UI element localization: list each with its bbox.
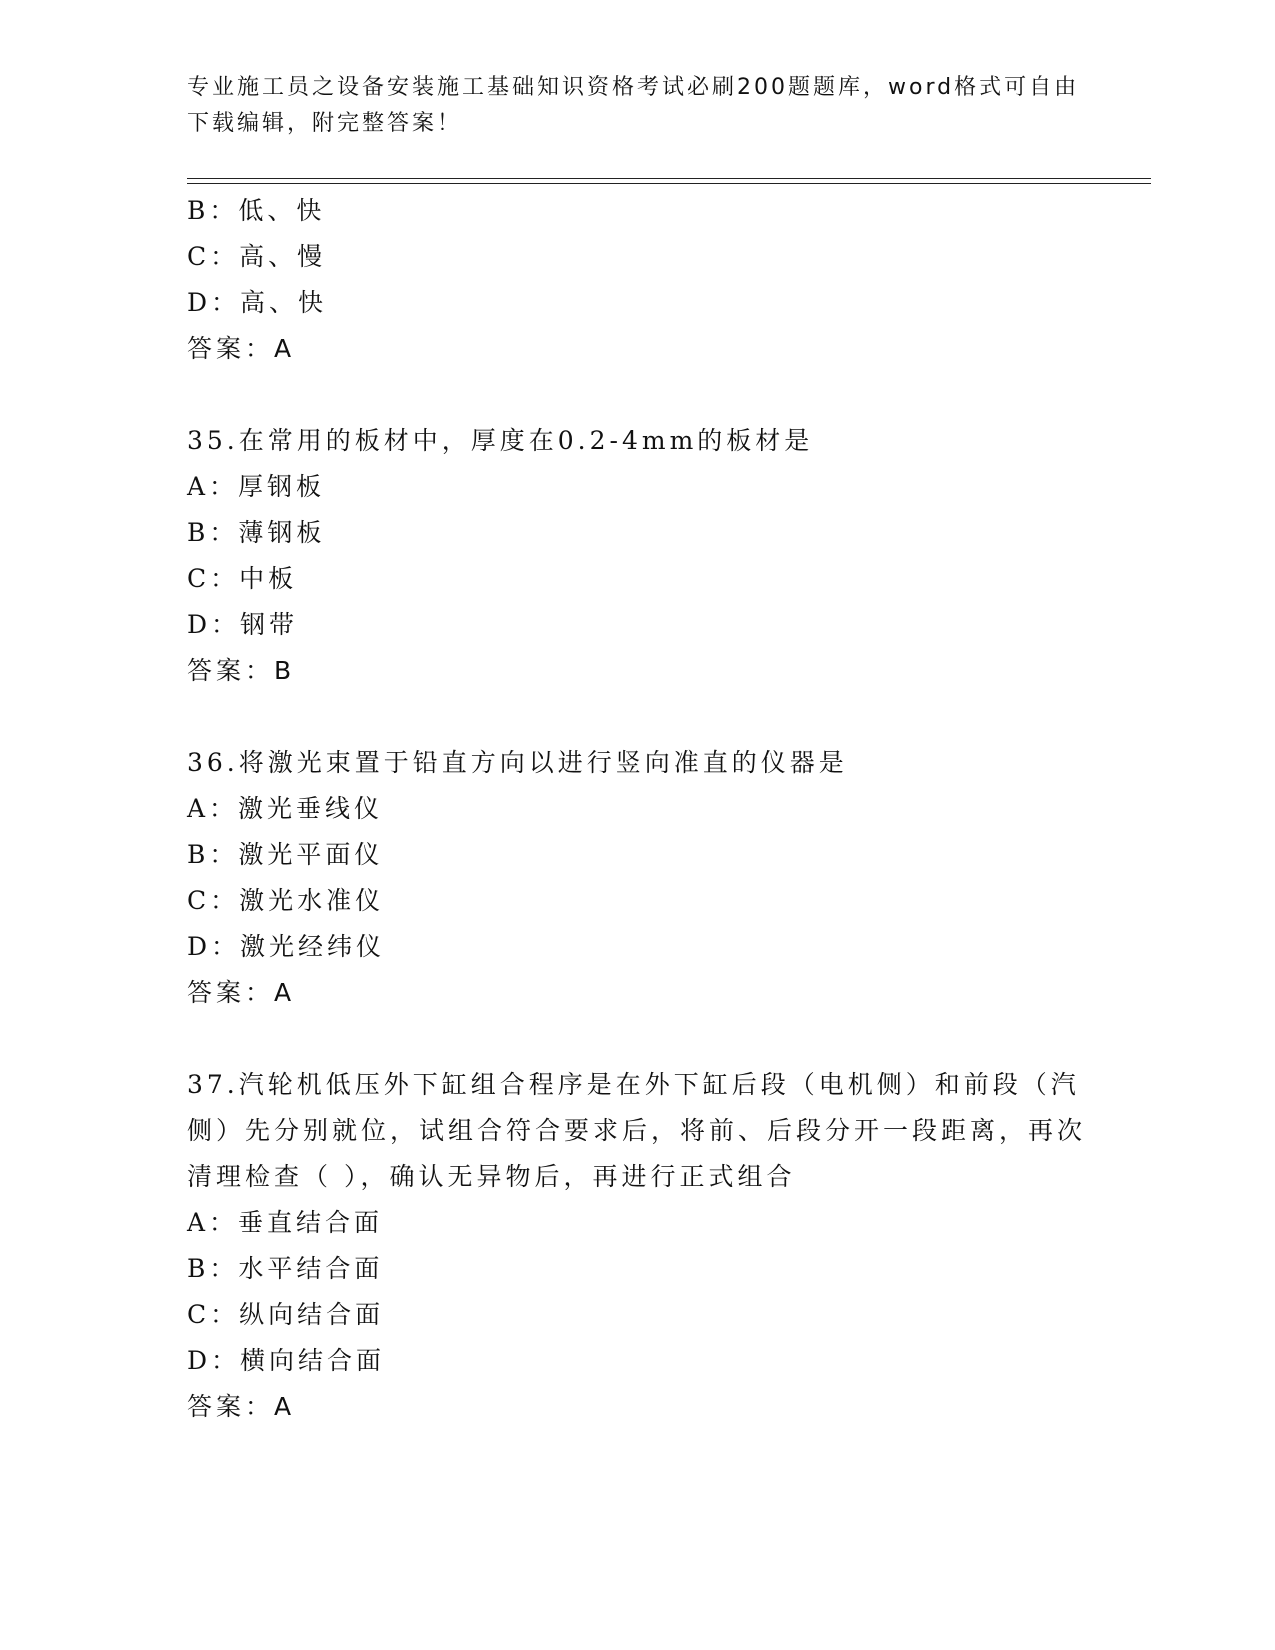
answer-line: 答案：A <box>187 334 296 363</box>
header-divider-bottom <box>187 183 1151 184</box>
option-b: B：水平结合面 <box>187 1254 384 1283</box>
option-c: C：纵向结合面 <box>187 1300 385 1329</box>
option-c: C：中板 <box>187 564 298 593</box>
question-text: 36.将激光束置于铅直方向以进行竖向准直的仪器是 <box>187 748 848 777</box>
option-c: C：高、慢 <box>187 242 327 271</box>
previous-question-tail <box>187 188 1087 372</box>
document-header: 专业施工员之设备安装施工基础知识资格考试必刷200题题库，word格式可自由下载编辑，附完整答案！ <box>187 75 1080 136</box>
question-text: 35.在常用的板材中，厚度在0.2-4mm的板材是 <box>187 426 814 455</box>
option-b: B：低、快 <box>187 196 326 225</box>
answer-line: 答案：B <box>187 656 296 685</box>
option-b: B：激光平面仪 <box>187 840 384 869</box>
answer-line: 答案：A <box>187 1392 296 1421</box>
option-d: D：激光经纬仪 <box>187 932 386 961</box>
option-a: A：厚钢板 <box>187 472 326 501</box>
question-36 <box>187 740 1087 1016</box>
option-a: A：激光垂线仪 <box>187 794 384 823</box>
option-d: D：高、快 <box>187 288 328 317</box>
option-d: D：横向结合面 <box>187 1346 386 1375</box>
option-c: C：激光水准仪 <box>187 886 385 915</box>
option-d: D：钢带 <box>187 610 299 639</box>
question-content <box>187 188 1087 1430</box>
answer-line: 答案：A <box>187 978 296 1007</box>
question-37 <box>187 1062 1087 1430</box>
header-divider-top <box>187 178 1151 179</box>
option-b: B：薄钢板 <box>187 518 326 547</box>
question-text: 37.汽轮机低压外下缸组合程序是在外下缸后段（电机侧）和前段（汽侧）先分别就位，试组合符合要求后，将前、后段分开一段距离，再次清理检查（ ），确认无异物后，再进行正式组合 <box>187 1070 1087 1191</box>
question-35 <box>187 418 1087 694</box>
option-a: A：垂直结合面 <box>187 1208 384 1237</box>
